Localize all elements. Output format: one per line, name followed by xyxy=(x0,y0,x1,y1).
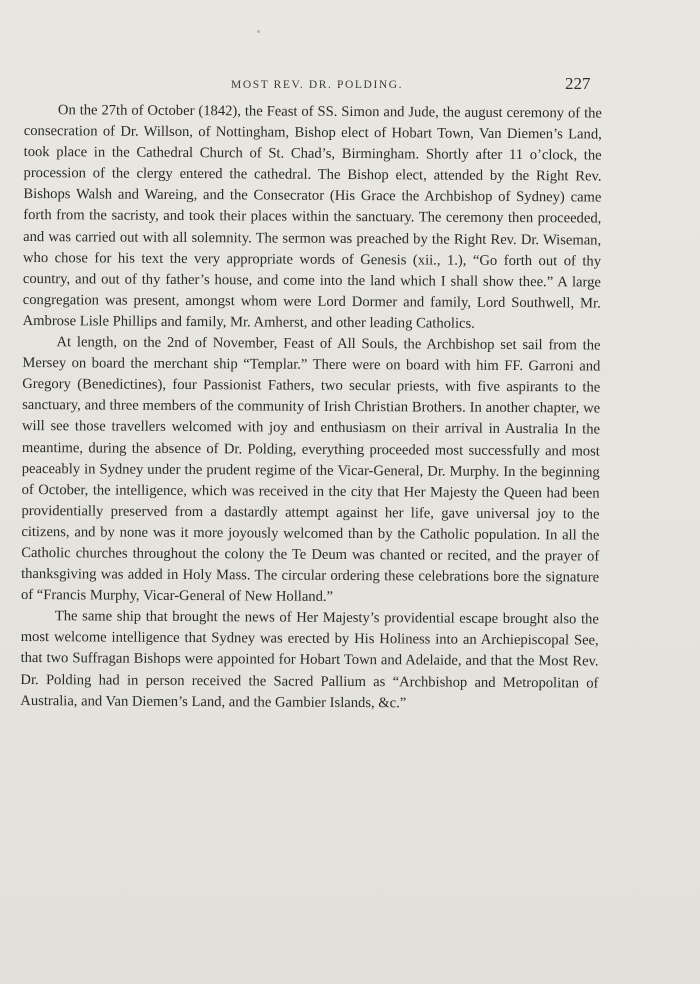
paragraph-archiepiscopal-see: The same ship that brought the news of Her Majesty’s providential escape brought also the most welcome intelligence that Sydney was erected by His Holiness into an Archiepiscopal See, that two Suffragan Bishops were appointed for Hobart Town and Adelaide, and that the Most Rev. Dr. Polding had in person received the Sacred Pallium as “Archbishop and Metropolitan of Australia, and Van Diemen’s Land, and the Gambier Islands, &c.” xyxy=(20,608,599,711)
page-number: 227 xyxy=(565,74,591,93)
running-title: MOST REV. DR. POLDING. xyxy=(231,79,404,91)
paper-speck xyxy=(257,30,260,33)
paragraph-consecration: On the 27th of October (1842), the Feast of SS. Simon and Jude, the august ceremony of the consecration of Dr. Willson, of Nottingham, Bishop elect of Hobart Town, Van Diemen’s Land, took place in the Cathedral Church of St. Chad’s, Birmingham. Shortly after 11 o’clock, the procession of the clergy entered the cathedral. The Bishop elect, attended by the Right Rev. Bishops Walsh and Wareing, and the Consecrator (His Grace the Archbishop of Sydney) came forth from the sacristy, and took their places within the sanctuary. The ceremony then proceeded, and was carried out with all solemnity. The sermon was preached by the Right Rev. Dr. Wiseman, who chose for his text the very appropriate words of Genesis (xii., 1.), “Go forth out of thy country, and out of thy father’s house, and come into the land which I shall show thee.” A large congregation was present, amongst whom were Lord Dormer and family, Lord Southwell, Mr. Ambrose Lisle Phillips and family, Mr. Amherst, and other leading Catholics. xyxy=(22,102,602,332)
body-text xyxy=(20,100,602,715)
paragraph-departure: At length, on the 2nd of November, Feast of All Souls, the Archbishop set sail from the Mersey on board the merchant ship “Templar.” There were on board with him FF. Garroni and Gregory (Benedictines), four Passionist Fathers, two secular priests, with five aspirants to the sanctuary, and three members of the community of Irish Christian Brothers. In another chapter, we will see those travellers welcomed with joy and enthusiasm on their arrival in Australia In the meantime, during the absence of Dr. Polding, everything proceeded most successfully and most peaceably in Sydney under the prudent regime of the Vicar-General, Dr. Murphy. In the beginning of October, the intelligence, which was received in the city that Her Majesty the Queen had been providentially preserved from a dastardly attempt against her life, gave universal joy to the citizens, and by none was it more joyously welcomed than by the Catholic population. In all the Catholic churches throughout the colony the Te Deum was chanted or recited, and the prayer of thanksgiving was added in Holy Mass. The circular ordering these celebrations bore the signature of “Francis Murphy, Vicar-General of New Holland.” xyxy=(20,334,601,606)
running-head xyxy=(0,74,700,97)
